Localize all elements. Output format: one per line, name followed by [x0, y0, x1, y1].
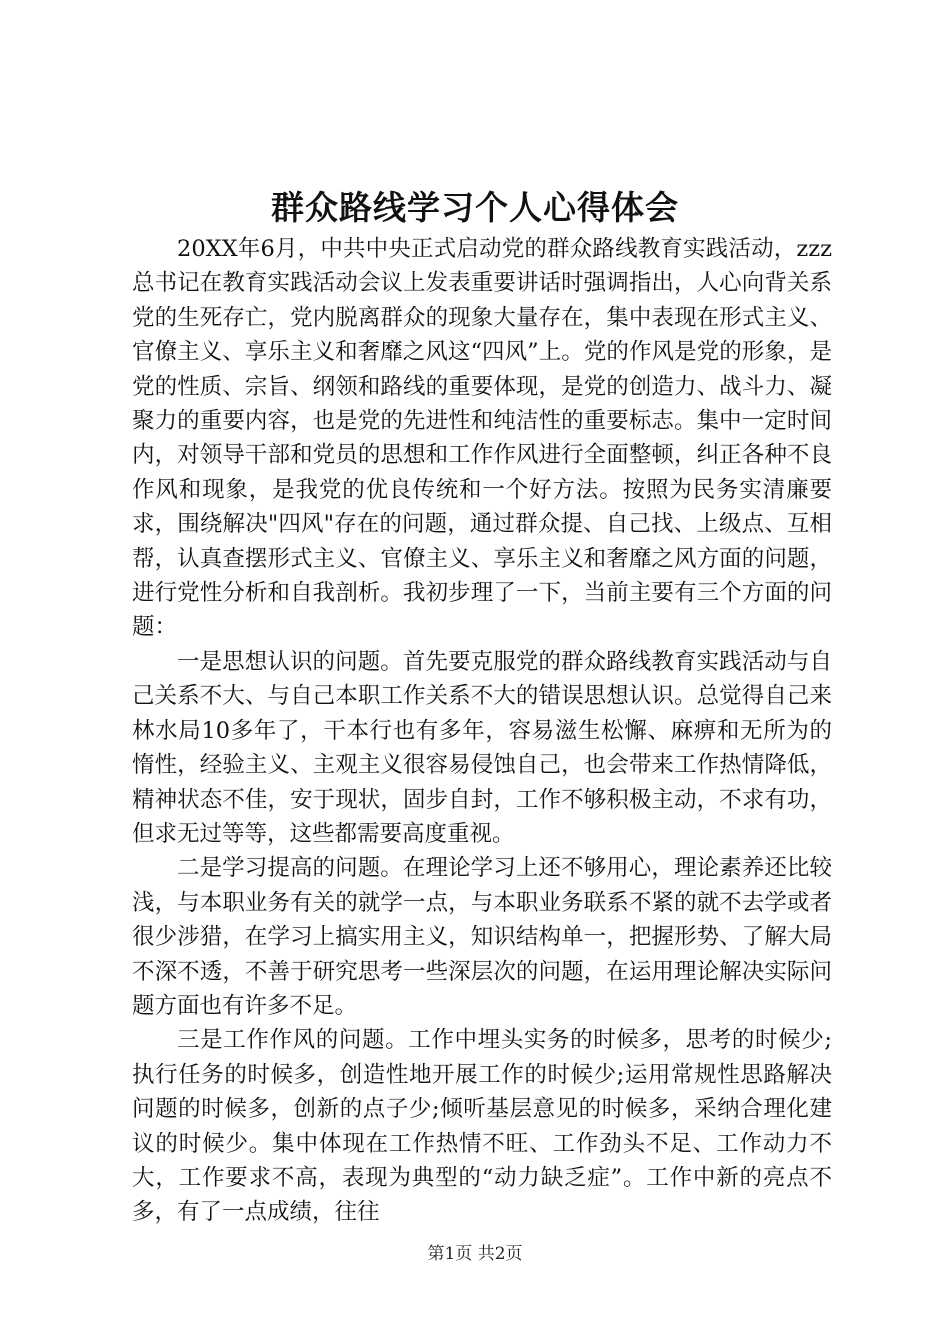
- paragraph-work-style-issue: 三是工作作风的问题。工作中埋头实务的时候多，思考的时候少;执行任务的时候多，创造性地开展工作的时候少;运用常规性思路解决问题的时候多，创新的点子少;倾听基层意见的时候多，采纳合理化建议的时候少。集中体现在工作热情不旺、工作劲头不足、工作动力不大，工作要求不高，表现为典型的“动力缺乏症”。工作中新的亮点不多，有了一点成绩，往往: [132, 1027, 832, 1226]
- paragraph-thinking-issue: 一是思想认识的问题。首先要克服党的群众路线教育实践活动与自己关系不大、与自己本职工作关系不大的错误思想认识。总觉得自己来林水局10多年了，干本行也有多年，容易滋生松懈、麻痹和无所为的惰性，经验主义、主观主义很容易侵蚀自己，也会带来工作热情降低，精神状态不佳，安于现状，固步自封，工作不够积极主动，不求有功，但求无过等等，这些都需要高度重视。: [132, 648, 832, 847]
- document-title: 群众路线学习个人心得体会: [271, 188, 679, 227]
- paragraph-intro: 20XX年6月，中共中央正式启动党的群众路线教育实践活动，zzz总书记在教育实践活动会议上发表重要讲话时强调指出，人心向背关系党的生死存亡，党内脱离群众的现象大量存在，集中表现在形式主义、官僚主义、享乐主义和奢靡之风这“四风”上。党的作风是党的形象，是党的性质、宗旨、纲领和路线的重要体现，是党的创造力、战斗力、凝聚力的重要内容，也是党的先进性和纯洁性的重要标志。集中一定时间内，对领导干部和党员的思想和工作作风进行全面整顿，纠正各种不良作风和现象，是我党的优良传统和一个好方法。按照为民务实清廉要求，围绕解决"四风"存在的问题，通过群众提、自己找、上级点、互相帮，认真查摆形式主义、官僚主义、享乐主义和奢靡之风方面的问题，进行党性分析和自我剖析。我初步理了一下，当前主要有三个方面的问题：: [132, 236, 832, 641]
- paragraph-learning-issue: 二是学习提高的问题。在理论学习上还不够用心，理论素养还比较浅，与本职业务有关的就学一点，与本职业务联系不紧的就不去学或者很少涉猎，在学习上搞实用主义，知识结构单一，把握形势、了解大局不深不透，不善于研究思考一些深层次的问题，在运用理论解决实际问题方面也有许多不足。: [132, 855, 832, 1019]
- document-body: [132, 232, 832, 1230]
- page-number-footer: 第1页 共2页: [427, 1244, 523, 1264]
